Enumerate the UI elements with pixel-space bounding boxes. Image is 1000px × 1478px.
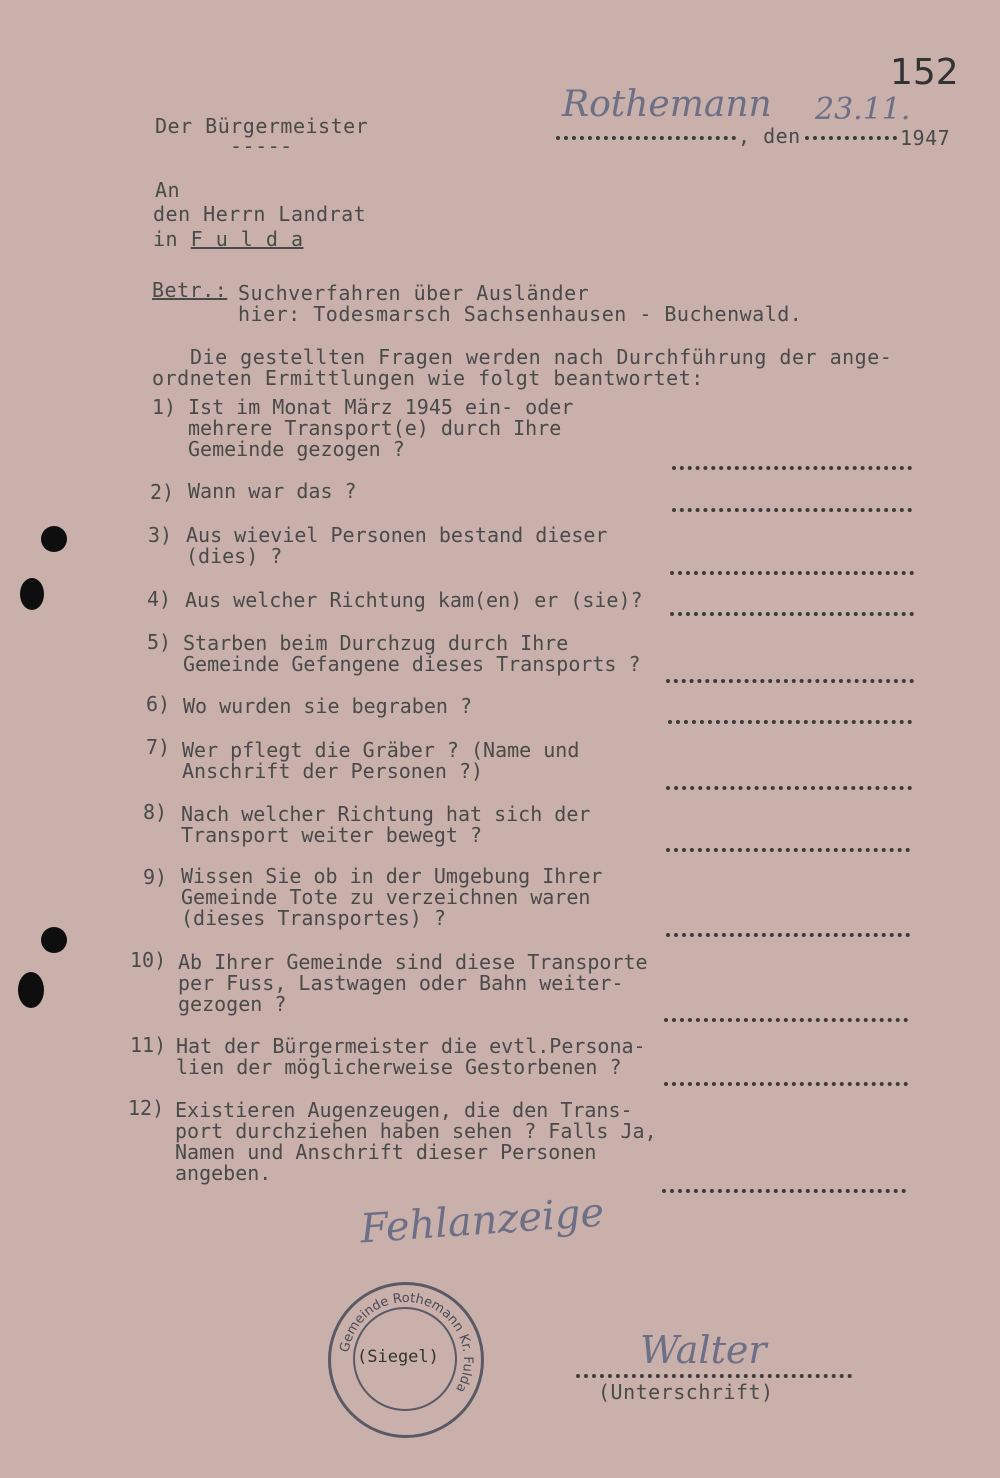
answer-line [672,462,912,470]
question-text: Existieren Augenzeugen, die den Trans- port durchziehen haben sehen ? Falls Ja, Namen und Anschrift dieser Personen angeben. [175,1098,657,1185]
svg-text:Gemeinde Rothemann Kr. Fulda [337,1291,475,1395]
question-text: Starben beim Durchzug durch Ihre Gemeinde Gefangene dieses Transports ? [183,631,641,676]
intro-line2: ordneten Ermittlungen wie folgt beantwortet: [152,366,704,390]
question-text: Wann war das ? [188,479,357,503]
question-text: Aus welcher Richtung kam(en) er (sie)? [185,588,643,612]
answer-line [666,782,912,790]
question-text: Wissen Sie ob in der Umgebung Ihrer Gemeinde Tote zu verzeichnen waren (dieses Transportes) ? [181,864,603,930]
question-text: Ist im Monat März 1945 ein- oder mehrere Transport(e) durch Ihre Gemeinde gezogen ? [188,395,574,461]
question-number: 7) [146,735,171,759]
answer-line [666,844,910,852]
question-number: 3) [148,523,173,547]
signature-line [576,1370,852,1378]
signature-label: (Unterschrift) [598,1380,774,1404]
question-number: 2) [150,480,175,504]
answer-line [662,1185,906,1193]
file-number: 152 [890,52,959,93]
question-number: 10) [130,948,167,972]
punch-hole [20,578,44,610]
recipient-an: An [155,178,181,202]
question-text: Wo wurden sie begraben ? [183,694,472,718]
answer-line [666,929,910,937]
subject-line1: Suchverfahren über Ausländer [238,281,590,305]
answer-line [666,675,914,683]
question-number: 9) [143,865,168,889]
question-text: Hat der Bürgermeister die evtl.Persona- lien der möglicherweise Gestorbenen ? [176,1034,646,1079]
question-number: 6) [146,692,171,716]
punch-hole [18,972,44,1008]
date-line [805,132,897,140]
subject-label: Betr.: [152,278,228,302]
question-number: 12) [128,1096,165,1120]
date-handwritten: 23.11. [815,92,911,127]
question-number: 11) [130,1033,167,1057]
question-text: Ab Ihrer Gemeinde sind diese Transporte per Fuss, Lastwagen oder Bahn weiter- gezogen ? [178,950,648,1016]
signature-handwritten: Walter [640,1328,767,1372]
question-text: Nach welcher Richtung hat sich der Transport weiter bewegt ? [181,802,591,847]
recipient-city: in F u l d a [153,227,304,251]
answer-line [672,504,912,512]
recipient-title: den Herrn Landrat [153,202,367,226]
question-number: 4) [147,587,172,611]
year: 1947 [900,126,951,150]
question-number: 5) [147,630,172,654]
question-text: Aus wieviel Personen bestand dieser (dies) ? [186,523,608,568]
seal-ring-text: Gemeinde Rothemann Kr. Fulda [337,1290,476,1395]
date-prefix: , den [738,124,801,148]
answer-line [664,1014,908,1022]
subject-line2: hier: Todesmarsch Sachsenhausen - Buchenwald. [238,302,803,326]
handwritten-answer: Fehlanzeige [358,1189,606,1253]
punch-hole [41,927,67,953]
municipal-seal [328,1282,484,1438]
answer-line [670,608,914,616]
question-number: 1) [152,395,177,419]
answer-line [670,567,914,575]
intro-line1: Die gestellten Fragen werden nach Durchführung der ange- [190,345,893,369]
sender: Der Bürgermeister [155,114,369,138]
punch-hole [41,526,67,552]
place-line [556,132,736,140]
answer-line [668,716,912,724]
seal-label: (Siegel) [357,1347,439,1367]
sender-rule: ----- [230,134,293,158]
question-number: 8) [143,800,168,824]
question-text: Wer pflegt die Gräber ? (Name und Anschrift der Personen ?) [182,738,580,783]
answer-line [664,1078,908,1086]
place-handwritten: Rothemann [562,84,772,125]
